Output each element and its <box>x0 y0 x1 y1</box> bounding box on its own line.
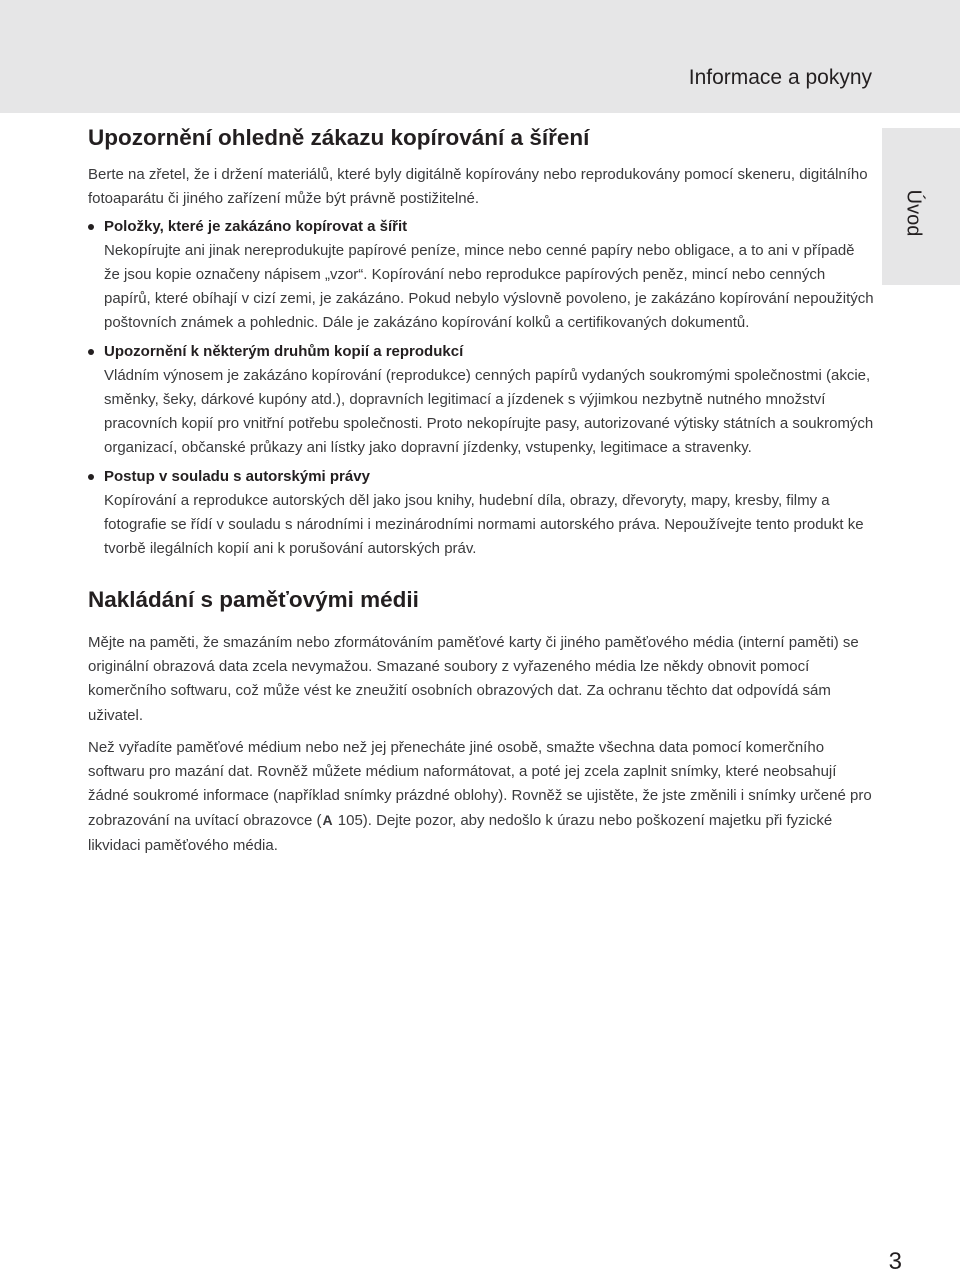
bullet-text: Nekopírujte ani jinak nereprodukujte papírové peníze, mince nebo cenné papíry nebo obligace, a to ani v případě že jsou kopie označeny nápisem „vzor“. Kopírování nebo reprodukce papírových peněz, mincí nebo cenných papírů, které obíhají v cizí zemi, je zakázáno. Pokud nebylo výslovně povoleno, je zakázáno kopírování nepoužitých poštovních známek a pohlednic. Dále je zakázáno kopírování kolků a certifikovaných dokumentů. <box>104 242 874 331</box>
section-title-copying: Upozornění ohledně zákazu kopírování a šíření <box>88 125 590 150</box>
page-reference[interactable]: 105 <box>337 812 363 830</box>
bullet-icon <box>88 349 94 355</box>
side-tab-label: Úvod <box>902 189 925 237</box>
paragraph-text: Než vyřadíte paměťové médium nebo než jej přenecháte jiné osobě, smažte všechna data pomocí komerčního softwaru pro mazání dat. Rovněž můžete médium naformátovat, a poté jej zcela zaplnit snímky, které neobsahují žádné soukromé informace (například snímky prázdné oblohy). Rovněž se ujistěte, že jste změnili i snímky určené pro zobrazování na uvítací obrazovce ( <box>88 738 872 830</box>
list-item <box>88 465 874 561</box>
section-title-media: Nakládání s paměťovými médii <box>88 587 419 612</box>
bullet-text: Kopírování a reprodukce autorských děl jako jsou knihy, hudební díla, obrazy, dřevoryty, mapy, kresby, filmy a fotografie se řídí v souladu s národními i mezinárodními normami autorského práva. Nepoužívejte tento produkt ke tvorbě ilegálních kopií ani k porušování autorských práv. <box>104 492 864 557</box>
page-header-title: Informace a pokyny <box>688 66 872 89</box>
main-content <box>88 121 874 858</box>
page-number: 3 <box>888 1248 902 1275</box>
paragraph-text: ). Dejte pozor, aby nedošlo k úrazu nebo poškození majetku při fyzické likvidaci paměťového média. <box>88 812 833 854</box>
bullet-heading: Postup v souladu s autorskými právy <box>104 468 370 485</box>
bullet-icon <box>88 224 94 230</box>
list-item <box>88 340 874 460</box>
bullet-heading: Upozornění k některým druhům kopií a reprodukcí <box>104 343 464 360</box>
list-item <box>88 215 874 335</box>
bullet-icon <box>88 474 94 480</box>
body-paragraph <box>88 736 874 858</box>
bullet-text: Vládním výnosem je zakázáno kopírování (reprodukce) cenných papírů vydaných soukromými společnostmi (akcie, směnky, šeky, dárkové kupóny atd.), dopravních legitimací a jízdenek s výjimkou nezbytně nutného množství pracovních kopií pro vnitřní potřebu společnosti. Proto nekopírujte pasy, autorizované výtisky státních a soukromých organizací, občanské průkazy ani lístky jako dopravní jízdenky, vstupenky, legitimace a stravenky. <box>104 367 874 456</box>
bullet-heading: Položky, které je zakázáno kopírovat a šířit <box>104 218 408 235</box>
bullet-list <box>88 215 874 561</box>
header-band <box>0 0 960 113</box>
book-reference-icon: A <box>322 812 333 829</box>
section-intro: Berte na zřetel, že i držení materiálů, které byly digitálně kopírovány nebo reprodukovány pomocí skeneru, digitálního fotoaparátu či jiného zařízení může být právně postižitelné. <box>88 166 868 207</box>
body-paragraph: Mějte na paměti, že smazáním nebo zformátováním paměťové karty či jiného paměťového média (interní paměti) se originální obrazová data zcela nevymažou. Smazané soubory z vyřazeného média lze někdy obnovit pomocí komerčního softwaru, což může vést ke zneužití osobních obrazových dat. Za ochranu těchto dat odpovídá sám uživatel. <box>88 634 859 724</box>
